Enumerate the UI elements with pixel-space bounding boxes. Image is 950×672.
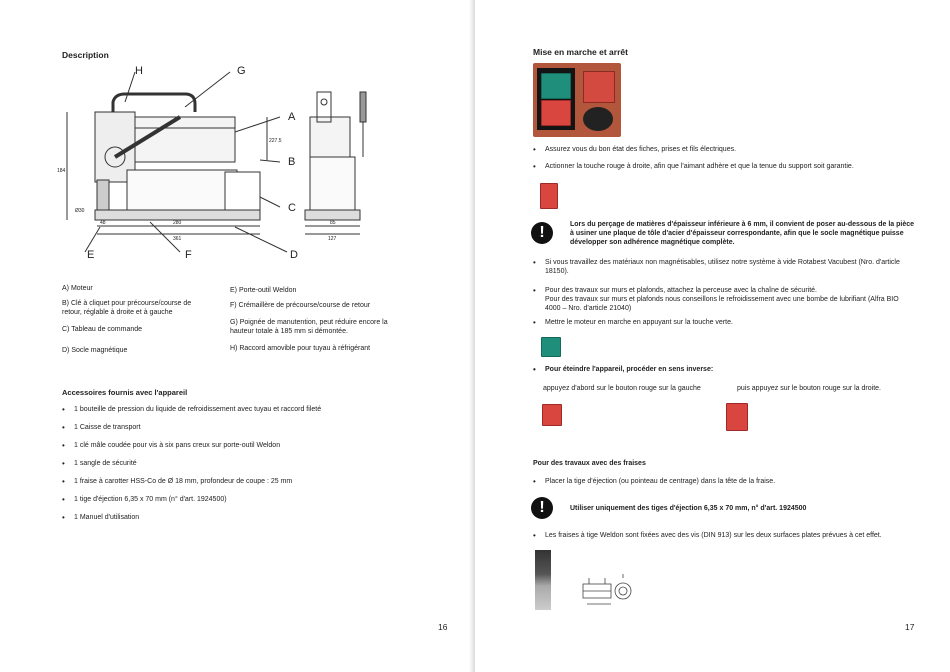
accessory-item: • 1 tige d'éjection 6,35 x 70 mm (n° d'art. 1924500) (62, 495, 402, 504)
callout-c: C (288, 202, 296, 214)
red-magnet-switch-icon (583, 71, 615, 103)
callout-g: G (237, 65, 246, 77)
weldon-shank-photo (535, 550, 551, 610)
bullet-item: • Actionner la touche rouge à droite, afin que l'aimant adhère et que la tenue du support soit garantie. (533, 162, 913, 171)
control-panel-photo (533, 63, 621, 137)
callout-h: H (135, 65, 143, 77)
accessory-item: • 1 bouteille de pression du liquide de refroidissement avec tuyau et raccord fileté (62, 405, 402, 414)
warning-text-2: Utiliser uniquement des tiges d'éjection 6,35 x 70 mm, n° d'art. 1924500 (570, 505, 807, 512)
dim-361: 361 (173, 236, 182, 242)
red-button-icon (540, 183, 558, 209)
red-right-button-icon (726, 403, 748, 431)
part-e: E) Porte-outil Weldon (230, 287, 297, 294)
bullet-item: • Assurez vous du bon état des fiches, prises et fils électriques. (533, 145, 913, 154)
accessories-heading: Accessoires fournis avec l'appareil (62, 388, 188, 397)
accessory-item: • 1 Caisse de transport (62, 423, 402, 432)
red-switch-icon (541, 100, 571, 126)
startstop-heading: Mise en marche et arrêt (533, 47, 628, 57)
warning-text-1: Lors du perçage de matières d'épaisseur inférieure à 6 mm, il convient de poser au-dessous de la pièce à usiner une plaque de tôle d'acier d'épaisseur correspondante, afin que le socle magnétique puisse développer son adhérence magnétique complète. (570, 221, 915, 246)
startstop-list-3 (533, 318, 913, 327)
knob-icon (583, 107, 613, 131)
callout-d: D (290, 249, 298, 261)
parts-list-right (230, 286, 400, 353)
part-g: G) Poignée de manutention, peut réduire encore la hauteur totale à 185 mm si démontée. (230, 319, 388, 335)
accessory-item: • 1 Manuel d'utilisation (62, 513, 402, 522)
bullet-item (533, 286, 913, 313)
bullet-item: • Pour éteindre l'appareil, procéder en sens inverse: (533, 365, 913, 374)
cutters-list-2 (533, 531, 918, 540)
dim-184: 184 (57, 168, 66, 174)
stop-step-2: puis appuyez sur le bouton rouge sur la droite. (737, 385, 881, 392)
part-d: D) Socle magnétique (62, 347, 128, 354)
callout-f: F (185, 249, 192, 261)
bullet-item: • Les fraises à tige Weldon sont fixées avec des vis (DIN 913) sur les deux surfaces plates prévues à cet effet. (533, 531, 918, 540)
accessory-item: • 1 clé mâle coudée pour vis à six pans creux sur porte-outil Weldon (62, 441, 402, 450)
description-heading: Description (62, 50, 109, 60)
screw-technical-drawing (575, 570, 635, 612)
walls-text-1: Pour des travaux sur murs et plafonds, attachez la perceuse avec la chaîne de sécurité. (545, 287, 817, 294)
callout-e: E (87, 249, 95, 261)
green-button-icon (541, 337, 561, 357)
part-f: F) Crémaillère de précourse/course de retour (230, 302, 371, 309)
callout-a: A (288, 111, 296, 123)
callout-b: B (288, 156, 296, 168)
warning-icon: ! (531, 497, 553, 519)
accessory-item: • 1 sangle de sécurité (62, 459, 402, 468)
accessory-item: • 1 fraise à carotter HSS-Co de Ø 18 mm, profondeur de coupe : 25 mm (62, 477, 402, 486)
cutters-list-1 (533, 477, 913, 486)
startstop-list-1 (533, 145, 913, 171)
dim-48: 48 (100, 220, 106, 226)
parts-list-left (62, 284, 212, 355)
red-left-button-icon (542, 404, 562, 426)
bullet-item: • Placer la tige d'éjection (ou pointeau de centrage) dans la tête de la fraise. (533, 477, 913, 486)
part-h: H) Raccord amovible pour tuyau à réfrigérant (230, 345, 371, 352)
bullet-item: • Mettre le moteur en marche en appuyant sur la touche verte. (533, 318, 913, 327)
dim-227: 227.5 (269, 138, 282, 144)
green-switch-icon (541, 73, 571, 99)
accessories-list (62, 405, 402, 522)
dim-d30: Ø30 (75, 208, 85, 214)
dim-85: 85 (330, 220, 336, 226)
part-b: B) Clé à cliquet pour précourse/course de retour, réglable à droite et à gauche (62, 300, 192, 316)
walls-text-2: Pour des travaux sur murs et plafonds nous conseillons le refroidissement avec une bombe de lubrifiant (Alfra BIO 4000 – Nro. d'article 21040) (545, 296, 899, 312)
part-c: C) Tableau de commande (62, 326, 143, 333)
bullet-item: • Si vous travaillez des matériaux non magnétisables, utilisez notre système à vide Rotabest Vacubest (Nro. d'article 18150). (533, 258, 913, 276)
page-number-left: 16 (438, 622, 448, 632)
cutters-heading: Pour des travaux avec des fraises (533, 460, 646, 467)
part-a: A) Moteur (62, 285, 93, 292)
stop-step-1: appuyez d'abord sur le bouton rouge sur la gauche (543, 385, 701, 392)
drill-technical-drawing (55, 62, 385, 262)
warning-icon: ! (531, 222, 553, 244)
right-page (475, 0, 950, 672)
startstop-list-2 (533, 258, 913, 313)
left-switch-housing (537, 68, 575, 130)
dim-280: 280 (173, 220, 182, 226)
startstop-list-4 (533, 365, 913, 374)
page-number-right: 17 (905, 622, 915, 632)
dim-127: 127 (328, 236, 337, 242)
